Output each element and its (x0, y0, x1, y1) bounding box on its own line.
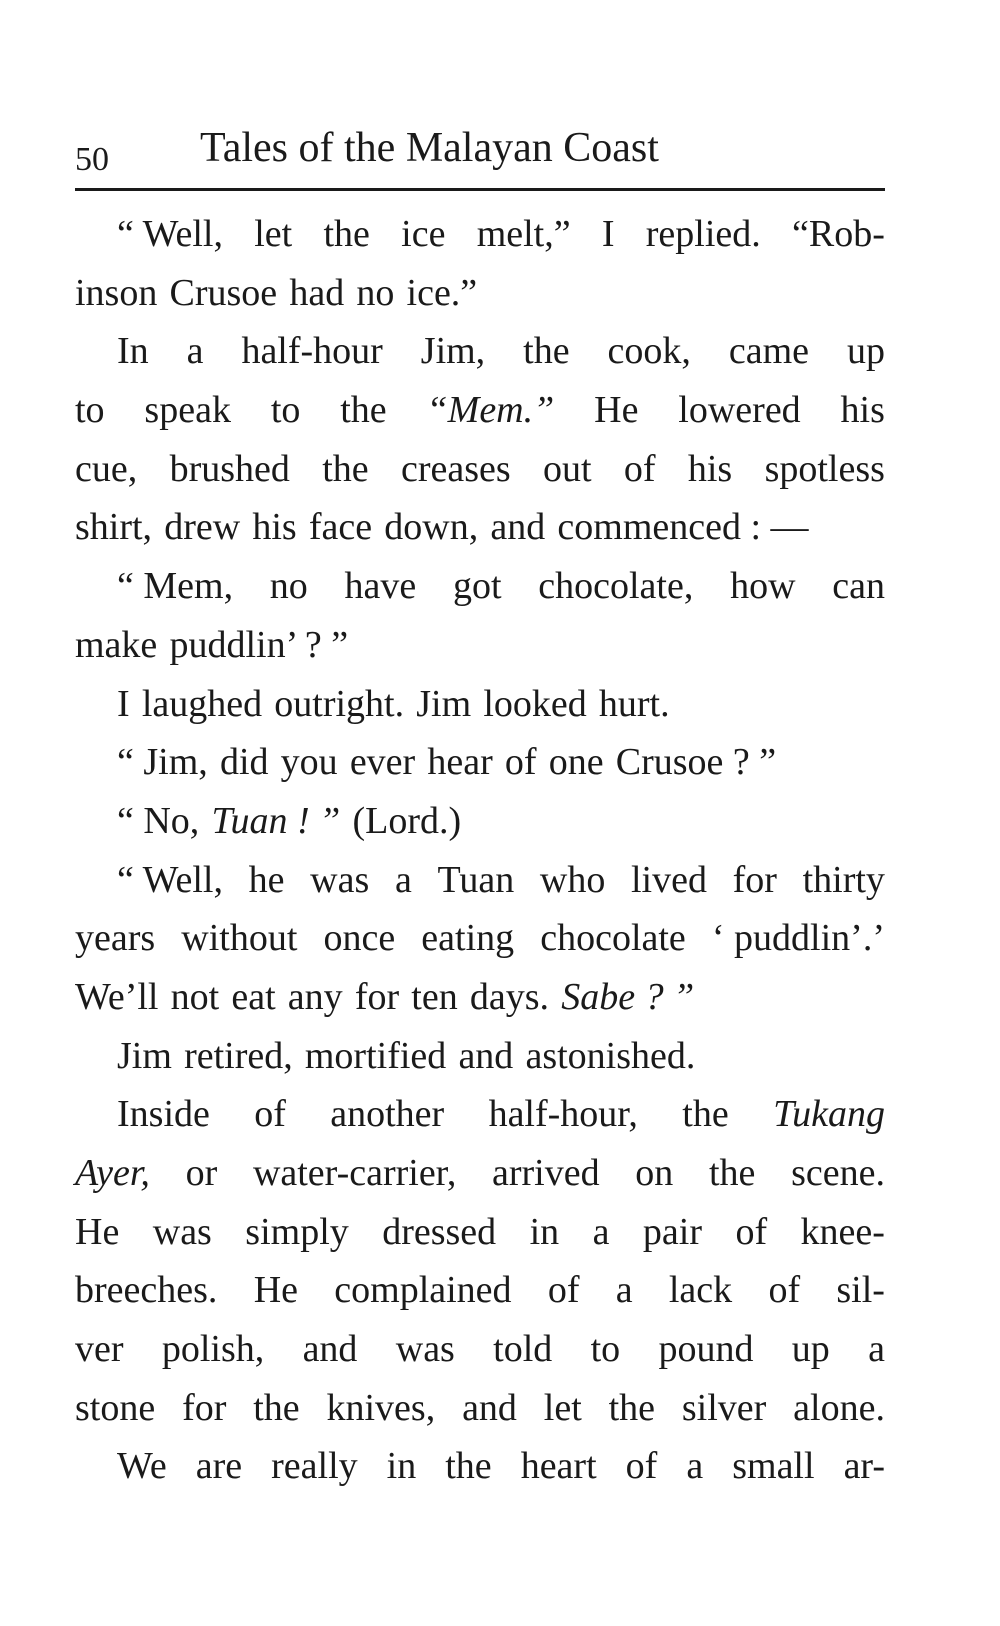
word: for (182, 1386, 227, 1429)
word: cue, (75, 447, 138, 490)
word: lowered (678, 389, 801, 432)
word: pair (642, 1210, 702, 1253)
word: a (686, 1445, 704, 1488)
word: chocolate (540, 917, 686, 960)
word: astonished. (525, 1034, 696, 1077)
text-line (75, 675, 885, 734)
word: hurt. (598, 682, 670, 725)
word: He (594, 389, 639, 432)
word: Inside (117, 1093, 210, 1136)
word: sil- (836, 1269, 885, 1312)
word: he (248, 858, 285, 901)
word: simply (245, 1210, 349, 1253)
word: hear (427, 741, 493, 784)
word: let (254, 213, 293, 255)
word: down, (384, 506, 479, 549)
word: how (730, 565, 796, 608)
word: I (601, 213, 615, 255)
word: let (543, 1386, 582, 1429)
word: a (592, 1210, 610, 1253)
word: heart (520, 1445, 597, 1488)
word: ten (411, 975, 458, 1018)
word: one (548, 741, 604, 784)
word: Tukang (773, 1093, 885, 1136)
word: alone. (793, 1386, 885, 1429)
word: not (170, 975, 220, 1018)
word: for (732, 858, 777, 901)
text-line (75, 968, 885, 1027)
word: Sabe ? ” (561, 975, 695, 1018)
word: We’ll (75, 975, 159, 1018)
word: any (287, 975, 343, 1018)
word: of (623, 447, 656, 490)
word: and (302, 1328, 358, 1371)
word: the (340, 389, 387, 432)
word: of (768, 1269, 801, 1312)
word: “ Jim, (117, 741, 208, 784)
word: was (395, 1328, 455, 1371)
word: his (840, 389, 885, 432)
text-line (75, 440, 885, 499)
word: the (253, 1386, 300, 1429)
word: the (322, 447, 369, 490)
word: without (181, 917, 298, 960)
word: Crusoe (169, 271, 278, 314)
word: commenced : — (557, 506, 809, 549)
word: the (708, 1152, 756, 1194)
word: up (791, 1328, 830, 1371)
word: a (394, 858, 412, 901)
page-number: 50 (75, 141, 109, 178)
word: chocolate, (538, 565, 694, 608)
word: Crusoe ? ” (615, 741, 777, 784)
word: Jim (416, 682, 472, 725)
text-line (75, 205, 885, 264)
word: melt,” (476, 213, 571, 255)
word: on (635, 1152, 674, 1194)
word: mortified (304, 1034, 447, 1077)
word: drew (164, 506, 241, 549)
word: “Mem.” (426, 389, 555, 432)
word: lack (668, 1269, 733, 1312)
word: who (539, 858, 606, 901)
word: face (308, 506, 373, 549)
word: ice.” (406, 271, 478, 314)
word: the (523, 330, 570, 373)
word: half-hour (241, 330, 383, 373)
word: outright. (274, 682, 405, 725)
word: days. (469, 975, 550, 1018)
word: Tuan ! ” (211, 799, 341, 842)
word: arrived (492, 1152, 600, 1194)
text-line (75, 792, 885, 851)
word: breeches. (75, 1269, 218, 1312)
text-line (75, 851, 885, 910)
word: puddlin’ ? ” (169, 623, 349, 666)
word: and (490, 506, 546, 549)
word: dressed (382, 1210, 497, 1253)
word: “ Well, (117, 858, 223, 901)
text-line (75, 498, 885, 557)
word: did (219, 741, 269, 784)
word: to (590, 1328, 621, 1371)
word: can (832, 565, 885, 608)
word: for (354, 975, 400, 1018)
word: polish, (161, 1328, 265, 1371)
header-rule (75, 188, 885, 191)
word: shirt, (75, 506, 153, 549)
word: “ Well, (117, 213, 223, 255)
word: had (289, 271, 345, 314)
word: pound (658, 1328, 754, 1371)
word: We (117, 1445, 167, 1488)
word: got (452, 565, 502, 608)
word: out (543, 447, 592, 490)
word: “Rob- (792, 213, 885, 255)
word: ever (349, 741, 416, 784)
word: up (846, 330, 885, 373)
word: inson (75, 271, 158, 314)
text-line (75, 909, 885, 968)
text-line (75, 1320, 885, 1379)
word: In (117, 330, 149, 373)
word: ver (75, 1328, 124, 1371)
word: eating (421, 917, 515, 960)
word: no (356, 271, 395, 314)
word: thirty (802, 858, 885, 901)
word: ice (401, 213, 446, 255)
word: complained (334, 1269, 512, 1312)
word: the (445, 1445, 492, 1488)
word: his (252, 506, 297, 549)
text-line (75, 1085, 885, 1144)
page-header (75, 118, 885, 178)
text-line (75, 1203, 885, 1262)
word: and (462, 1386, 517, 1429)
text-line (75, 322, 885, 381)
word: water-carrier, (252, 1152, 457, 1194)
word: ‘ puddlin’.’ (711, 917, 885, 960)
word: no (269, 565, 308, 608)
word: a (868, 1328, 885, 1371)
word: Ayer, (75, 1152, 150, 1194)
text-line (75, 1144, 885, 1203)
word: really (271, 1445, 358, 1488)
word: ar- (843, 1445, 885, 1488)
word: the (323, 213, 370, 255)
word: his (687, 447, 733, 490)
word: another (330, 1093, 445, 1136)
word: brushed (169, 447, 290, 490)
word: creases (400, 447, 511, 490)
word: laughed (141, 682, 263, 725)
running-title: Tales of the Malayan Coast (200, 125, 659, 171)
word: once (323, 917, 396, 960)
word: Jim (117, 1034, 172, 1077)
word: (Lord.) (352, 799, 462, 842)
text-line (75, 264, 885, 323)
word: knee- (800, 1210, 885, 1253)
word: a (615, 1269, 633, 1312)
word: looked (483, 682, 587, 725)
word: came (728, 330, 810, 373)
word: replied. (645, 213, 761, 255)
word: in (529, 1210, 560, 1253)
word: silver (681, 1386, 767, 1429)
word: told (493, 1328, 553, 1371)
word: stone (75, 1386, 156, 1429)
word: make (75, 623, 158, 666)
text-line (75, 1027, 885, 1086)
word: a (186, 330, 204, 373)
word: have (344, 565, 417, 608)
text-line (75, 1261, 885, 1320)
word: speak (144, 389, 231, 432)
word: the (682, 1093, 729, 1136)
word: scene. (791, 1152, 885, 1194)
word: of (735, 1210, 768, 1253)
word: years (75, 917, 156, 960)
word: spotless (764, 447, 885, 490)
word: to (270, 389, 301, 432)
word: small (732, 1445, 815, 1488)
word: retired, (184, 1034, 293, 1077)
word: I (117, 682, 130, 725)
word: “ Mem, (117, 565, 234, 608)
word: of (547, 1269, 580, 1312)
word: of (254, 1093, 286, 1136)
word: “ No, (117, 799, 200, 842)
word: He (75, 1210, 120, 1253)
text-line (75, 1379, 885, 1438)
word: or (185, 1152, 218, 1194)
word: Jim, (420, 330, 486, 373)
word: you (280, 741, 338, 784)
text-line (75, 616, 885, 675)
word: to (75, 389, 105, 432)
text-line (75, 557, 885, 616)
word: was (152, 1210, 212, 1253)
text-line (75, 381, 885, 440)
word: the (608, 1386, 656, 1429)
word: cook, (607, 330, 691, 373)
word: Tuan (437, 858, 515, 901)
word: of (625, 1445, 658, 1488)
body-text (75, 205, 885, 1496)
word: in (386, 1445, 417, 1488)
text-line (75, 733, 885, 792)
word: are (195, 1445, 243, 1488)
word: and (458, 1034, 514, 1077)
word: lived (630, 858, 707, 901)
word: was (310, 858, 370, 901)
word: eat (231, 975, 276, 1018)
word: half-hour, (488, 1093, 638, 1136)
word: knives, (326, 1386, 436, 1429)
word: He (253, 1269, 298, 1312)
text-line (75, 1437, 885, 1496)
word: of (504, 741, 537, 784)
